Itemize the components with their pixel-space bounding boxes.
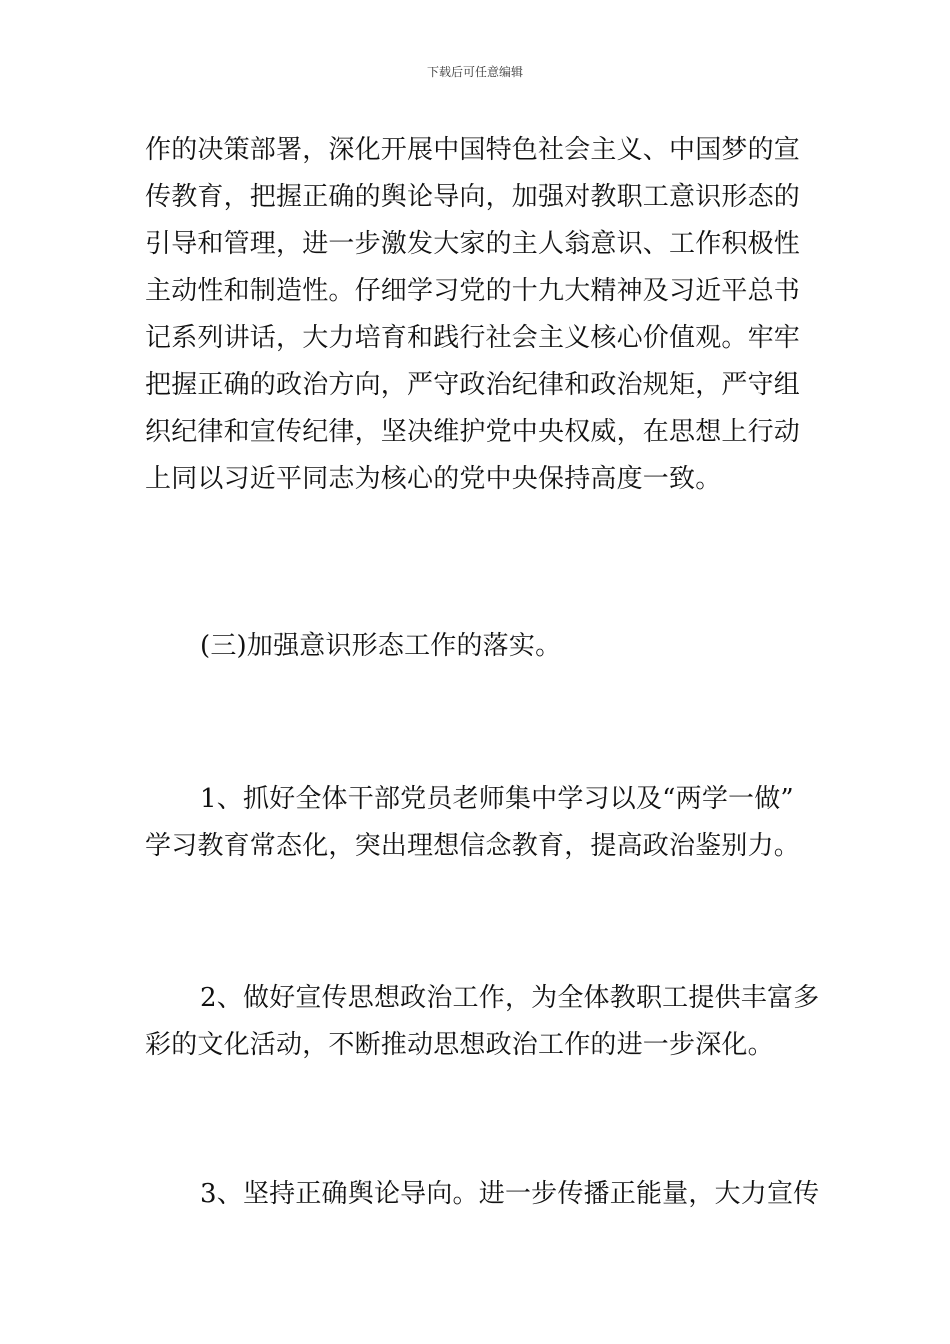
list-item-1-line: 学习教育常态化，突出理想信念教育，提高政治鉴别力。 xyxy=(145,831,801,861)
paragraph-1 xyxy=(145,127,810,503)
section-heading-block xyxy=(145,623,810,670)
paragraph-1-line: 引导和管理，进一步激发大家的主人翁意识、工作积极性 xyxy=(145,229,801,259)
paragraph-1-line: 上同以习近平同志为核心的党中央保持高度一致。 xyxy=(145,464,722,494)
paragraph-1-line: 主动性和制造性。仔细学习党的十九大精神及习近平总书 xyxy=(145,276,801,306)
list-item-1-line: 1、抓好全体干部党员老师集中学习以及“两学一做” xyxy=(200,784,794,814)
paragraph-1-line: 把握正确的政治方向，严守政治纪律和政治规矩，严守组 xyxy=(145,370,801,400)
paragraph-1-line: 传教育，把握正确的舆论导向，加强对教职工意识形态的 xyxy=(145,182,801,212)
list-item-1 xyxy=(145,776,810,870)
list-item-2 xyxy=(145,975,820,1069)
paragraph-1-line: 记系列讲话，大力培育和践行社会主义核心价值观。牢牢 xyxy=(145,323,801,353)
list-item-3-line: 3、坚持正确舆论导向。进一步传播正能量，大力宣传 xyxy=(200,1179,820,1209)
page-header: 下载后可任意编辑 xyxy=(426,65,523,79)
paragraph-1-line: 作的决策部署，深化开展中国特色社会主义、中国梦的宣 xyxy=(145,135,801,165)
section-heading: (三)加强意识形态工作的落实。 xyxy=(200,631,562,661)
list-item-3 xyxy=(145,1171,820,1218)
paragraph-1-line: 织纪律和宣传纪律，坚决维护党中央权威，在思想上行动 xyxy=(145,417,801,447)
list-item-2-line: 2、做好宣传思想政治工作，为全体教职工提供丰富多 xyxy=(200,983,820,1013)
list-item-2-line: 彩的文化活动，不断推动思想政治工作的进一步深化。 xyxy=(145,1030,774,1060)
